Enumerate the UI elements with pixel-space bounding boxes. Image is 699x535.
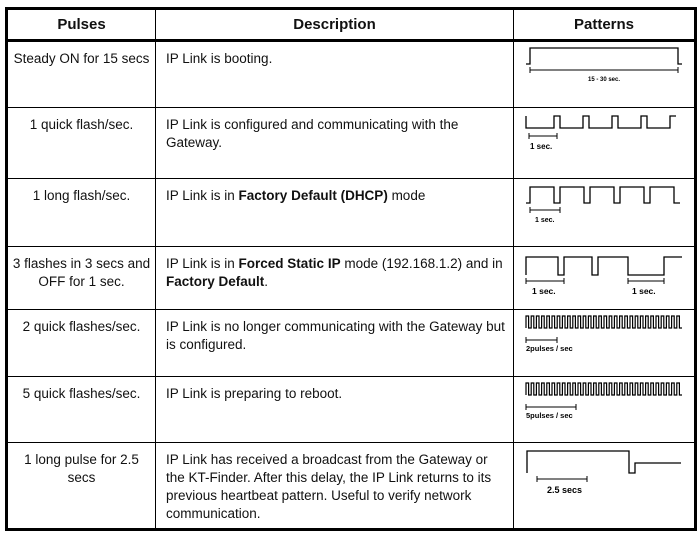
pattern-cell xyxy=(514,310,696,377)
description-cell xyxy=(156,179,514,247)
table-row xyxy=(7,41,696,108)
pattern-diagram xyxy=(524,108,684,158)
description-cell xyxy=(156,246,514,310)
led-pulse-table xyxy=(5,7,697,531)
header-patterns: Patterns xyxy=(514,9,696,41)
pattern-waveform xyxy=(526,316,682,328)
description-bold: Forced Static IP xyxy=(238,255,341,271)
pattern-waveform xyxy=(526,187,680,203)
pattern-cell xyxy=(514,179,696,247)
description-text: IP Link is no longer communicating with the Gateway but is configured. xyxy=(166,319,505,353)
pulses-cell: 1 long flash/sec. xyxy=(7,179,156,247)
table-row xyxy=(7,310,696,377)
pulses-cell: 3 flashes in 3 secs and OFF for 1 sec. xyxy=(7,246,156,310)
description-cell xyxy=(156,376,514,443)
pattern-diagram xyxy=(524,247,684,299)
pattern-label: 5pulses / sec xyxy=(526,410,573,420)
pattern-cell xyxy=(514,376,696,443)
description-text: . xyxy=(264,273,269,289)
pattern-cell xyxy=(514,41,696,108)
pattern-waveform xyxy=(526,257,682,275)
pattern-label: 2pulses / sec xyxy=(526,344,573,354)
pattern-diagram xyxy=(524,42,684,86)
description-cell xyxy=(156,310,514,377)
pattern-waveform xyxy=(527,451,681,473)
table-header-row xyxy=(7,9,696,41)
pattern-label: 2.5 secs xyxy=(547,485,583,496)
description-text: mode (192.168.1.2) and in xyxy=(340,255,503,271)
description-bold: Factory Default xyxy=(166,273,265,289)
table-row xyxy=(7,246,696,310)
description-text: IP Link is booting. xyxy=(166,51,273,66)
pattern-label: 1 sec. xyxy=(532,285,556,296)
description-text: IP Link has received a broadcast from the Gateway or the KT-Finder. After this delay, the IP Link returns to its previous heartbeat pattern. Useful to verify network communication. xyxy=(166,452,492,522)
description-bold: Factory Default (DHCP) xyxy=(238,188,388,204)
pulses-cell: 2 quick flashes/sec. xyxy=(7,310,156,377)
pattern-diagram xyxy=(523,377,685,427)
header-description: Description xyxy=(156,9,514,41)
pattern-diagram xyxy=(523,443,685,503)
description-cell xyxy=(156,41,514,108)
pattern-diagram xyxy=(523,310,685,360)
pulses-cell: 1 long pulse for 2.5 secs xyxy=(7,443,156,530)
description-text: IP Link is in xyxy=(166,188,239,204)
pulses-cell: Steady ON for 15 secs xyxy=(7,41,156,108)
pattern-waveform xyxy=(526,48,682,64)
header-pulses: Pulses xyxy=(7,9,156,41)
pattern-label: 15 - 30 sec. xyxy=(587,77,621,83)
description-cell xyxy=(156,107,514,179)
pattern-waveform xyxy=(526,383,682,395)
pattern-label: 1 sec. xyxy=(535,217,555,225)
pattern-cell xyxy=(514,107,696,179)
description-text: IP Link is preparing to reboot. xyxy=(166,385,343,401)
pattern-cell xyxy=(514,246,696,310)
pattern-label-2: 1 sec. xyxy=(632,285,656,296)
table-row xyxy=(7,376,696,443)
description-text: mode xyxy=(387,188,426,204)
pattern-diagram xyxy=(524,179,684,229)
pulses-cell: 1 quick flash/sec. xyxy=(7,107,156,179)
table-row xyxy=(7,443,696,530)
pulses-cell: 5 quick flashes/sec. xyxy=(7,376,156,443)
pattern-cell xyxy=(514,443,696,530)
pattern-label: 1 sec. xyxy=(530,141,553,151)
description-text: IP Link is configured and communicating with the Gateway. xyxy=(166,116,459,150)
pattern-waveform xyxy=(526,116,676,128)
table-row xyxy=(7,179,696,247)
description-cell xyxy=(156,443,514,530)
description-text: IP Link is in xyxy=(166,255,239,271)
table-row xyxy=(7,107,696,179)
